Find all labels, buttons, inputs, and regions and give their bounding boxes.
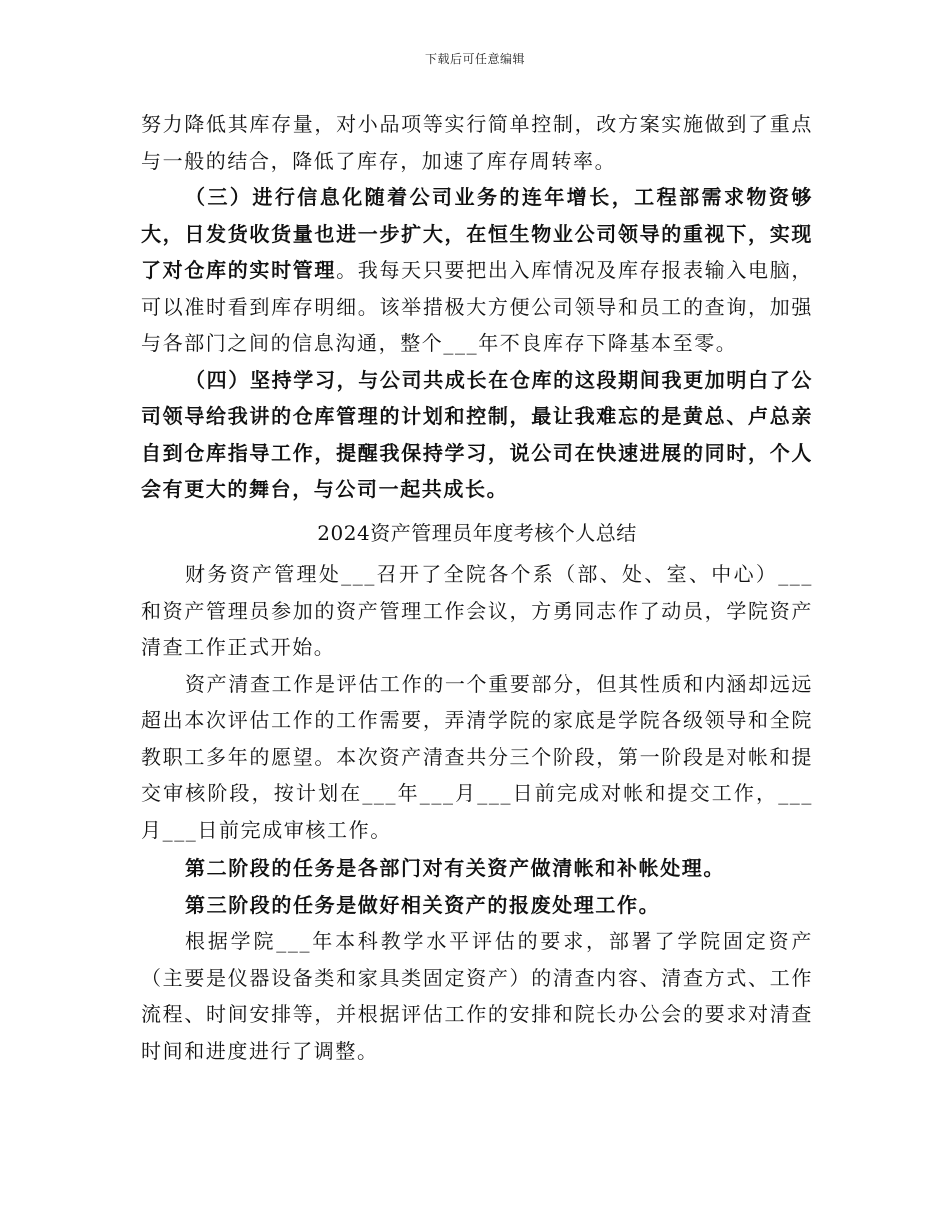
paragraph-informatization-body: 。我每天只要把出入库情况及库存报表输入电脑，可以准时看到库存明细。该举措极大方便公司领导和员工的查询，加强与各部门之间的信息沟通，整个___年不良库存下降基本至零。 <box>141 258 813 355</box>
paragraph-informatization-heading: （三）进行信息化随着公司业务的连年增长，工程部需求物资够大，日发货收货量也进一步扩大，在恒生物业公司领导的重视下，实现了对仓库的实时管理 <box>141 185 813 282</box>
paragraph-stage-three: 第三阶段的任务是做好相关资产的报废处理工作。 <box>185 892 661 917</box>
paragraph-asset-inventory: 资产清查工作是评估工作的一个重要部分，但其性质和内涵却远远超出本次评估工作的工作需要，弄清学院的家底是学院各级领导和全院教职工多年的愿望。本次资产清查共分三个阶段，第一阶段是对帐和提交审核阶段，按计划在___年___月___日前完成对帐和提交工作，___月___日前完成审核工作。 <box>141 671 813 842</box>
paragraph-informatization <box>141 179 813 362</box>
paragraph-inventory-control: 努力降低其库存量，对小品项等实行简单控制，改方案实施做到了重点与一般的结合，降低了库存，加速了库存周转率。 <box>141 112 813 173</box>
paragraph-keep-learning: （四）坚持学习，与公司共成长在仓库的这段期间我更加明白了公司领导给我讲的仓库管理的计划和控制，最让我难忘的是黄总、卢总亲自到仓库指导工作，提醒我保持学习，说公司在快速进展的同时，个人会有更大的舞台，与公司一起共成长。 <box>141 367 813 501</box>
paragraph-stage-two: 第二阶段的任务是各部门对有关资产做清帐和补帐处理。 <box>185 856 725 880</box>
section-title: 2024资产管理员年度考核个人总结 <box>317 520 637 545</box>
page-header: 下载后可任意编辑 <box>424 52 525 66</box>
paragraph-asset-meeting: 财务资产管理处___召开了全院各个系（部、处、室、中心）___和资产管理员参加的资产管理工作会议，方勇同志作了动员，学院资产清查工作正式开始。 <box>141 562 813 659</box>
document-body <box>141 106 813 1069</box>
paragraph-evaluation-plan: 根据学院___年本科教学水平评估的要求，部署了学院固定资产（主要是仪器设备类和家具类固定资产）的清查内容、清查方式、工作流程、时间安排等，并根据评估工作的安排和院长办公会的要求对清查时间和进度进行了调整。 <box>141 929 813 1063</box>
